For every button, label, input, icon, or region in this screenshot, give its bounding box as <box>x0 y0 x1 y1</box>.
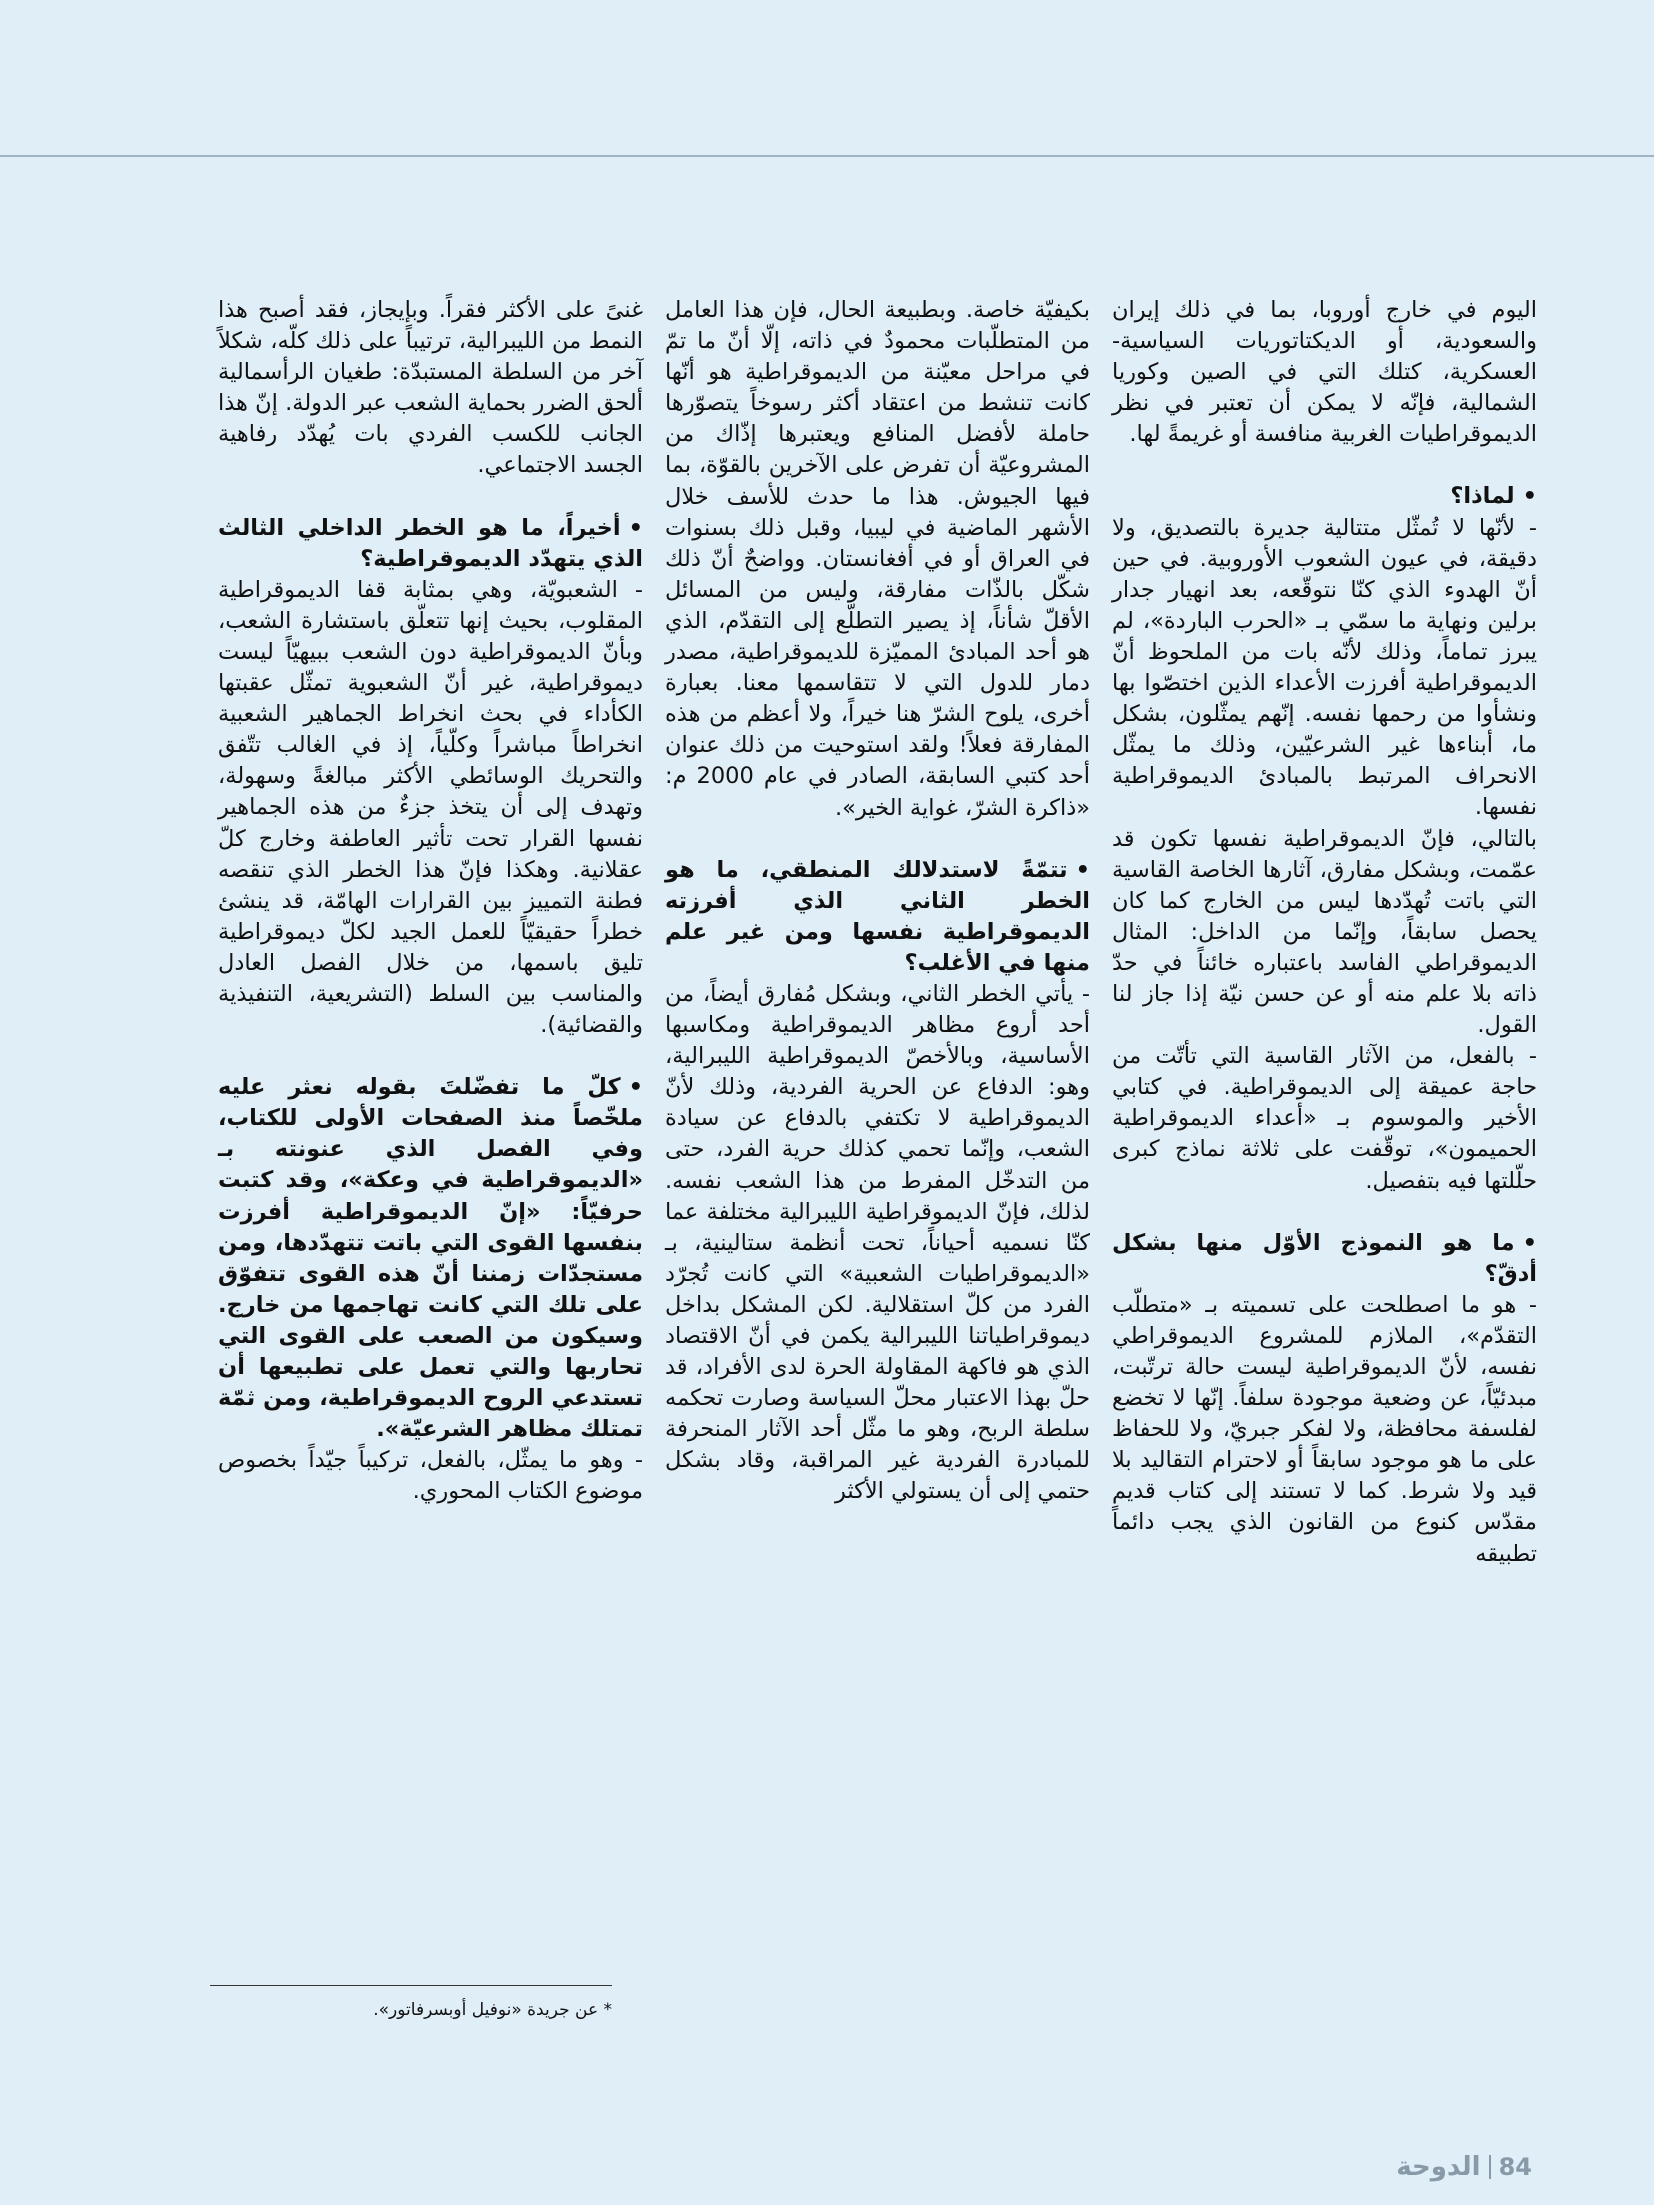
interview-question <box>218 513 643 575</box>
article-column-right <box>1112 295 1537 1570</box>
footer-separator <box>1489 2155 1491 2179</box>
interview-question <box>665 855 1090 979</box>
magazine-logo: الدوحة <box>1396 2152 1481 2182</box>
interview-question <box>218 1072 643 1445</box>
question-text: لماذا؟ <box>1450 483 1515 510</box>
paragraph: بالتالي، فإنّ الديموقراطية نفسها تكون قد عمّمت، وبشكل مفارق، آثارها الخاصة القاسية التي باتت تُهدّدها ليس من الخارج كما كان يحصل سابقاً، وإنّما من الداخل: المثال الديموقراطي الفاسد باعتباره خائناً في حدّ ذاته بلا علم منه أو عن حسن نيّة إذا جاز لنا القول. <box>1112 825 1537 1039</box>
question-text: ما هو النموذج الأوّل منها بشكل أدقّ؟ <box>1112 1229 1537 1287</box>
page-footer <box>1372 2147 1532 2187</box>
paragraph: - الشعبويّة، وهي بمثابة قفا الديموقراطية المقلوب، بحيث إنها تتعلّق باستشارة الشعب، وبأنّ الديموقراطية دون الشعب ببيهيّاً ليست ديموقراطية، غير أنّ الشعبوية تمثّل عقبتها الكأداء في بحث انخراط الجماهير الشعبية انخراطاً مباشراً وكلّياً، إذ في الغالب تتّفق والتحريك الوسائطي الأكثر مبالغةً وسهولة، وتهدف إلى أن يتخذ جزءٌ من هذه الجماهير نفسها القرار تحت تأثير العاطفة وخارج كلّ عقلانية. وهكذا فإنّ هذا الخطر الذي تنقصه فطنة التمييز بين القرارات الهامّة، قد ينشئ خطراً حقيقيّاً للعمل الجيد لكلّ ديموقراطية تليق باسمها، من خلال الفصل العادل والمناسب بين السلط (التشريعية، التنفيذية والقضائية). <box>218 576 643 1039</box>
question-text: أخيراً، ما هو الخطر الداخلي الثالث الذي يتهدّد الديموقراطية؟ <box>218 514 643 572</box>
question-text: تتمّةً لاستدلالك المنطقي، ما هو الخطر الثاني الذي أفرزته الديموقراطية نفسها ومن غير علم منها في الأغلب؟ <box>665 856 1090 976</box>
bullet-icon: • <box>1522 1229 1537 1256</box>
paragraph: اليوم في خارج أوروبا، بما في ذلك إيران والسعودية، أو الديكتاتوريات السياسية- العسكرية، كتلك التي في الصين وكوريا الشمالية، فإنّه لا يمكن أن تعتبر في نظر الديموقراطيات الغربية منافسة أو غريمةً لها. <box>1112 297 1537 448</box>
footnote-divider <box>210 1985 612 1986</box>
bullet-icon: • <box>628 514 643 541</box>
bullet-icon: • <box>1075 856 1090 883</box>
paragraph: - وهو ما يمثّل، بالفعل، تركيباً جيّداً بخصوص موضوع الكتاب المحوري. <box>218 1447 643 1505</box>
paragraph: - يأتي الخطر الثاني، وبشكل مُفارق أيضاً، من أحد أروع مظاهر الديموقراطية ومكاسبها الأساسية، وبالأخصّ الديموقراطية الليبرالية، وهو: الدفاع عن الحرية الفردية، وذلك لأنّ الديموقراطية لا تكتفي بالدفاع عن سيادة الشعب، وإنّما تحمي كذلك حرية الفرد، حتى من التدخّل المفرط من هذا الشعب نفسه. لذلك، فإنّ الديموقراطية الليبرالية مختلفة عما كنّا نسميه أحياناً، تحت أنظمة ستالينية، بـ «الديموقراطيات الشعبية» التي كانت تُجرّد الفرد من كلّ استقلالية. لكن المشكل بداخل ديموقراطياتنا الليبرالية يكمن في أنّ الاقتصاد الذي هو فاكهة المقاولة الحرة لدى الأفراد، قد حلّ بهذا الاعتبار محلّ السياسة وصارت تحكمه سلطة الربح، وهو ما مثّل أحد الآثار المنحرفة للمبادرة الفردية غير المراقبة، وقاد بشكل حتمي إلى أن يستولي الأكثر <box>665 980 1090 1505</box>
top-divider-line <box>0 155 1654 157</box>
interview-question <box>1112 1228 1537 1290</box>
article-column-left <box>218 295 643 1507</box>
footnote: * عن جريدة «نوفيل أوبسرفاتور». <box>373 2000 612 2020</box>
interview-question <box>1112 481 1537 512</box>
paragraph: بكيفيّة خاصة. وبطبيعة الحال، فإن هذا العامل من المتطلّبات محمودٌ في ذاته، إلّا أنّ ما تمّ في مراحل معيّنة من الديموقراطية هو أنّها كانت تنشط من اعتقاد أكثر رسوخاً يتصوّرها حاملة لأفضل المنافع ويعتبرها إذّاك من المشروعيّة أن تفرض على الآخرين بالقوّة، بما فيها الجيوش. هذا ما حدث للأسف خلال الأشهر الماضية في ليبيا، وقبل ذلك بسنوات في العراق أو في أفغانستان. وواضحٌ أنّ ذلك شكّل بالذّات مفارقة، وليس من المسائل الأقلّ شأناً، إذ يصير التطلّع إلى التقدّم، الذي هو أحد المبادئ المميّزة للديموقراطية، مصدر دمار للدول التي لا تتقاسمها معنا. بعبارة أخرى، يلوح الشرّ هنا خيراً، ولا أعظم من هذه المفارقة فعلاً! ولقد استوحيت من ذلك عنوان أحد كتبي السابقة، الصادر في عام 2000 م: «ذاكرة الشرّ، غواية الخير». <box>665 297 1090 821</box>
paragraph: - بالفعل، من الآثار القاسية التي تأتّت من حاجة عميقة إلى الديموقراطية. في كتابي الأخير والموسوم بـ «أعداء الديموقراطية الحميمون»، توقّفت على ثلاثة نماذج كبرى حلّلتها فيه بتفصيل. <box>1112 1043 1537 1194</box>
paragraph: - لأنّها لا تُمثّل متتالية جديرة بالتصديق، ولا دقيقة، في عيون الشعوب الأوروبية. في حين أنّ الهدوء الذي كنّا نتوقّعه، بعد انهيار جدار برلين ونهاية ما سمّي بـ «الحرب الباردة»، لم يبرز تماماً، وذلك لأنّه بات من الملحوظ أنّ الديموقراطية أفرزت الأعداء الذين اختصّوا بها ونشأوا من رحمها نفسه. إنّهم يمثّلون، بشكل ما، أبناءها غير الشرعيّين، وذلك ما يمثّل الانحراف المرتبط بالمبادئ الديموقراطية نفسها. <box>1112 514 1537 821</box>
paragraph: غنىً على الأكثر فقراً. وبإيجاز، فقد أصبح هذا النمط من الليبرالية، ترتيباً على ذلك كلّه، شكلاً آخر من السلطة المستبدّة: طغيان الرأسمالية ألحق الضرر بحماية الشعب عبر الدولة. إنّ هذا الجانب للكسب الفردي بات يُهدّد رفاهية الجسد الاجتماعي. <box>218 297 643 479</box>
question-text: كلّ ما تفضّلتَ بقوله نعثر عليه ملخّصاً منذ الصفحات الأولى للكتاب، وفي الفصل الذي عنونته بـ «الديموقراطية في وعكة»، وقد كتبت حرفيّاً: «إنّ الديموقراطية أفرزت بنفسها القوى التي باتت تتهدّدها، ومن مستجدّات زمننا أنّ هذه القوى تتفوّق على تلك التي كانت تهاجمها من خارج. وسيكون من الصعب على القوى التي تحاربها والتي تعمل على تطبيعها أن تستدعي الروح الديموقراطية، ومن ثمّة تمتلك مظاهر الشرعيّة». <box>218 1074 643 1443</box>
bullet-icon: • <box>628 1074 643 1101</box>
bullet-icon: • <box>1522 483 1537 510</box>
page-number: 84 <box>1498 2153 1532 2181</box>
paragraph: - هو ما اصطلحت على تسميته بـ «متطلّب التقدّم»، الملازم للمشروع الديموقراطي نفسه، لأنّ الديموقراطية ليست حالة ترتّبت، مبدئيّاً، عن وضعية موجودة سلفاً. إنّها لا تخضع لفلسفة محافظة، ولا لفكر جبريّ، ولا للحفاظ على ما هو موجود سابقاً أو لاحترام التقاليد بلا قيد ولا شرط. كما لا تستند إلى كتاب قديم مقدّس كنوع من القانون الذي يجب دائماً تطبيقه <box>1112 1291 1537 1567</box>
article-column-middle <box>665 295 1090 1508</box>
